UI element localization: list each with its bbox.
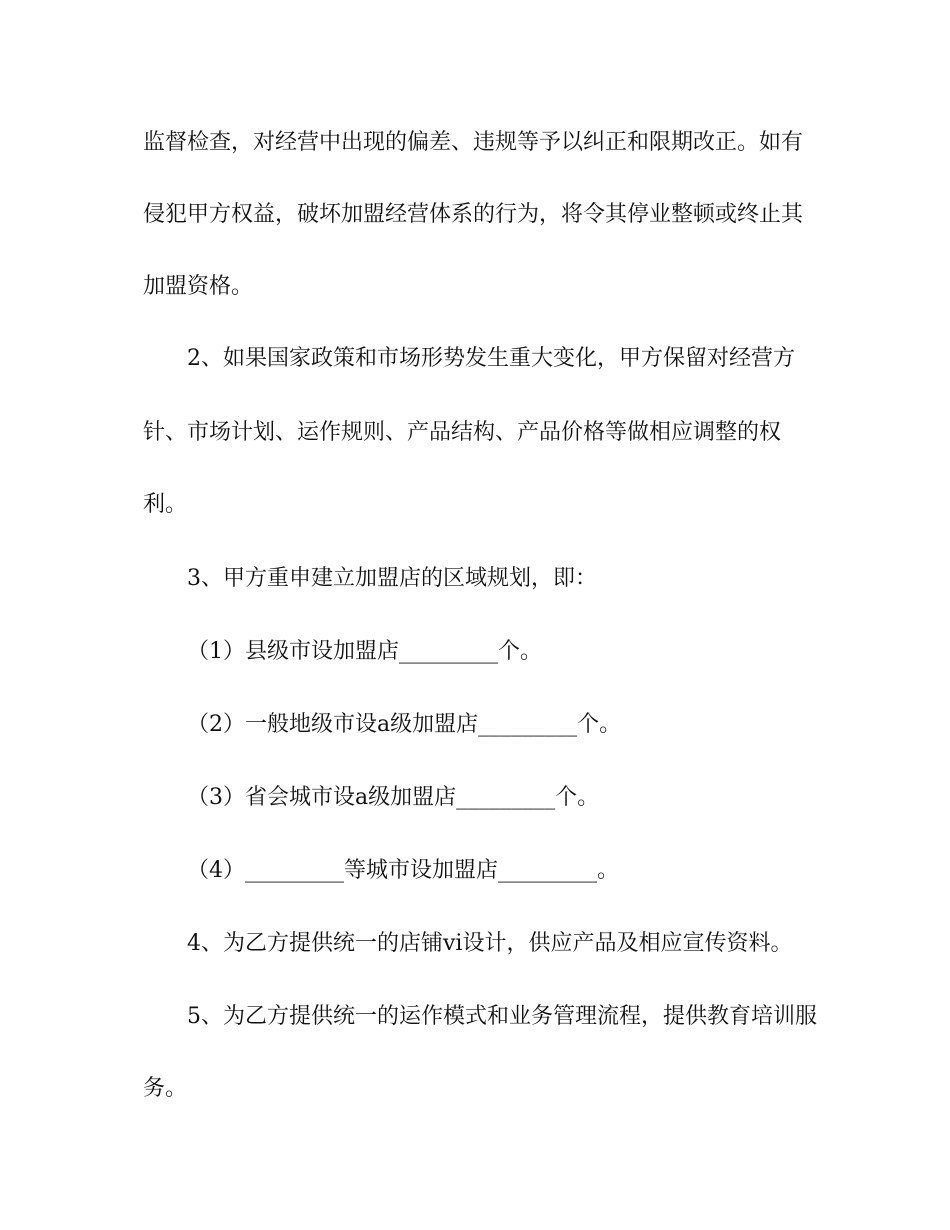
list-item: （3）省会城市设a级加盟店_________个。 [187,785,600,810]
list-item: （1）县级市设加盟店_________个。 [187,639,542,664]
paragraph-line: 2、如果国家政策和市场形势发生重大变化，甲方保留对经营方 [187,346,795,371]
paragraph-line: 针、市场计划、运作规则、产品结构、产品价格等做相应调整的权 [143,420,782,445]
paragraph-line: 利。 [143,492,188,517]
paragraph-line: 4、为乙方提供统一的店铺vi设计，供应产品及相应宣传资料。 [187,931,793,956]
paragraph-line: 侵犯甲方权益，破坏加盟经营体系的行为，将令其停业整顿或终止其 [143,202,804,227]
paragraph-line: 3、甲方重申建立加盟店的区域规划，即： [187,566,597,591]
paragraph-line: 加盟资格。 [143,274,254,299]
paragraph-line: 务。 [143,1076,188,1101]
paragraph-line: 5、为乙方提供统一的运作模式和业务管理流程，提供教育培训服 [187,1004,817,1029]
paragraph-line: 监督检查，对经营中出现的偏差、违规等予以纠正和限期改正。如有 [143,130,804,155]
list-item: （4）_________等城市设加盟店_________。 [187,858,619,883]
list-item: （2）一般地级市设a级加盟店_________个。 [187,712,622,737]
